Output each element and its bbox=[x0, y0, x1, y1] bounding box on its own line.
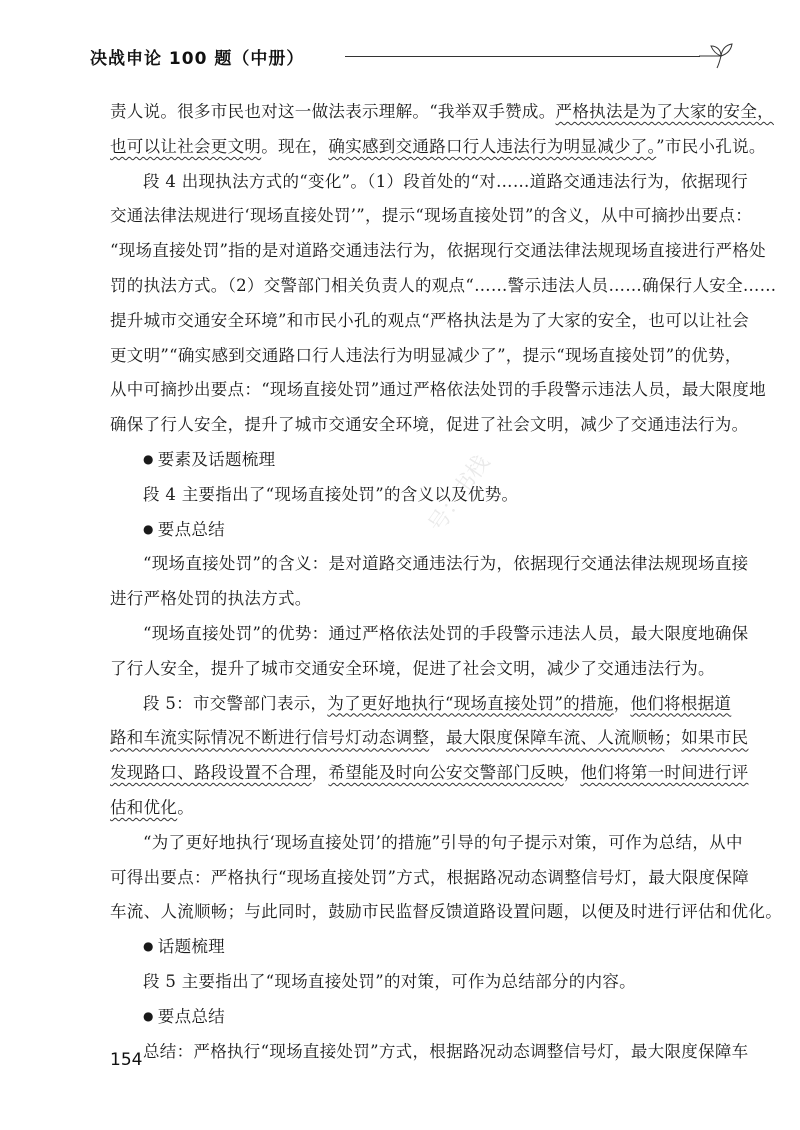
text-segment: 要点总结 bbox=[157, 1006, 225, 1026]
text-line bbox=[110, 339, 742, 374]
paragraph-lines bbox=[110, 165, 782, 1070]
underlined-segment: 他们将根据道 bbox=[630, 693, 732, 713]
text-line bbox=[110, 930, 715, 965]
page-body bbox=[110, 95, 782, 1069]
text-segment: “现场直接处罚”的优势：通过严格依法处罚的手段警示违法人员，最大限度地确保 bbox=[143, 623, 749, 643]
text-segment: ， bbox=[311, 763, 329, 783]
book-title: 决战申论 100 题（中册） bbox=[90, 49, 305, 69]
text-segment: 提升城市交通安全环境”和市民小孔的观点“严格执法是为了大家的安全，也可以让社会 bbox=[110, 310, 750, 330]
text-line bbox=[110, 304, 750, 339]
text-line bbox=[110, 895, 782, 930]
underlined-segment: 如果市民 bbox=[681, 728, 749, 748]
text-segment: 话题梳理 bbox=[157, 937, 225, 957]
line-0-part-b: 严格执法是为了大家的安全， bbox=[555, 102, 774, 121]
text-segment: “现场直接处罚”指的是对道路交通违法行为，依据现行交通法律法规现场直接进行严格处 bbox=[110, 241, 766, 261]
text-line bbox=[110, 269, 777, 304]
text-line bbox=[110, 826, 743, 861]
underlined-segment: 为了更好地执行“现场直接处罚”的措施 bbox=[327, 693, 614, 713]
text-line bbox=[110, 965, 715, 1000]
line-1-part-c: 确实感到交通路口行人违法行为明显减少了。 bbox=[328, 136, 657, 156]
sprout-icon bbox=[695, 40, 735, 70]
page-number: 154 bbox=[110, 1050, 143, 1070]
underlined-segment: 希望能及时向公安交警部门反映 bbox=[328, 763, 564, 783]
text-segment: 罚的执法方式。（2）交警部门相关负责人的观点“……警示违法人员……确保行人安全…… bbox=[110, 275, 777, 295]
text-segment: 确保了行人安全，提升了城市交通安全环境，促进了社会文明，减少了交通违法行为。 bbox=[110, 415, 749, 435]
text-line bbox=[110, 408, 749, 443]
text-segment: 交通法律法规进行‘现场直接处罚’”，提示“现场直接处罚”的含义，从中可摘抄出要点： bbox=[110, 206, 753, 226]
text-segment: ； bbox=[664, 728, 682, 748]
page-header bbox=[90, 40, 730, 80]
underlined-segment: 估和优化 bbox=[110, 797, 178, 817]
text-segment: 从中可摘抄出要点：“现场直接处罚”通过严格依法处罚的手段警示违法人员，最大限度地 bbox=[110, 380, 766, 400]
underlined-segment: 他们将第一时间进行评 bbox=[580, 763, 749, 783]
line-1-part-a: 也可以让社会更文明 bbox=[110, 136, 262, 156]
text-line bbox=[110, 95, 774, 130]
text-line bbox=[110, 373, 766, 408]
text-line bbox=[110, 582, 715, 617]
text-segment: 车流、人流顺畅；与此同时，鼓励市民监督反馈道路设置问题，以便及时进行评估和优化。 bbox=[110, 902, 782, 922]
text-line bbox=[110, 1000, 715, 1035]
text-line bbox=[110, 165, 749, 200]
line-0-part-a: 责人说。很多市民也对这一做法表示理解。“我举双手赞成。 bbox=[110, 102, 556, 121]
text-segment: 。 bbox=[177, 797, 195, 817]
text-line bbox=[110, 547, 749, 582]
text-line bbox=[110, 234, 766, 269]
bullet-icon: ● bbox=[143, 1008, 154, 1023]
underlined-segment: 发现路口、路段设置不合理 bbox=[110, 763, 312, 783]
text-line bbox=[110, 861, 750, 896]
watermark: 号：书栈 bbox=[424, 450, 496, 538]
text-segment: ， bbox=[613, 693, 631, 713]
text-segment: ， bbox=[563, 763, 581, 783]
text-line bbox=[110, 1035, 749, 1070]
text-segment: 段 4 出现执法方式的“变化”。（1）段首处的“对……道路交通违法行为，依据现行 bbox=[143, 171, 749, 191]
bullet-icon: ● bbox=[143, 451, 154, 466]
text-line bbox=[110, 617, 749, 652]
underlined-segment: 最大限度保障车流、人流顺畅 bbox=[446, 728, 665, 748]
text-line bbox=[110, 652, 715, 687]
text-line bbox=[110, 513, 715, 548]
text-segment: 进行严格处罚的执法方式。 bbox=[110, 589, 312, 609]
text-segment: 总结：严格执行“现场直接处罚”方式，根据路况动态调整信号灯，最大限度保障车 bbox=[143, 1041, 749, 1061]
text-segment: 更文明”“确实感到交通路口行人违法行为明显减少了”，提示“现场直接处罚”的优势， bbox=[110, 345, 742, 365]
text-line bbox=[110, 443, 715, 478]
text-line bbox=[110, 721, 749, 756]
text-line bbox=[110, 130, 766, 165]
text-segment: 要素及话题梳理 bbox=[157, 449, 276, 469]
underlined-segment: 路和车流实际情况不断进行信号灯动态调整 bbox=[110, 728, 430, 748]
bullet-icon: ● bbox=[143, 939, 154, 954]
text-segment: 要点总结 bbox=[157, 519, 225, 539]
header-rule bbox=[345, 56, 700, 57]
text-segment: ， bbox=[429, 728, 447, 748]
text-segment: “为了更好地执行‘现场直接处罚’的措施”引导的句子提示对策，可作为总结，从中 bbox=[143, 832, 743, 852]
text-segment: 段 5：市交警部门表示， bbox=[143, 693, 328, 713]
text-segment: 了行人安全，提升了城市交通安全环境，促进了社会文明，减少了交通违法行为。 bbox=[110, 658, 715, 678]
text-line bbox=[110, 756, 749, 791]
text-line bbox=[110, 791, 715, 826]
text-segment: “现场直接处罚”的含义：是对道路交通违法行为，依据现行交通法律法规现场直接 bbox=[143, 554, 749, 574]
line-1-part-b: 。现在， bbox=[261, 136, 329, 156]
bullet-icon: ● bbox=[143, 521, 154, 536]
text-segment: 段 4 主要指出了“现场直接处罚”的含义以及优势。 bbox=[143, 484, 519, 504]
text-line bbox=[110, 199, 753, 234]
text-line bbox=[110, 478, 715, 513]
line-1-part-d: ”市民小孔说。 bbox=[656, 136, 766, 156]
text-line bbox=[110, 687, 732, 722]
text-segment: 段 5 主要指出了“现场直接处罚”的对策，可作为总结部分的内容。 bbox=[143, 971, 636, 991]
text-segment: 可得出要点：严格执行“现场直接处罚”方式，根据路况动态调整信号灯，最大限度保障 bbox=[110, 867, 750, 887]
